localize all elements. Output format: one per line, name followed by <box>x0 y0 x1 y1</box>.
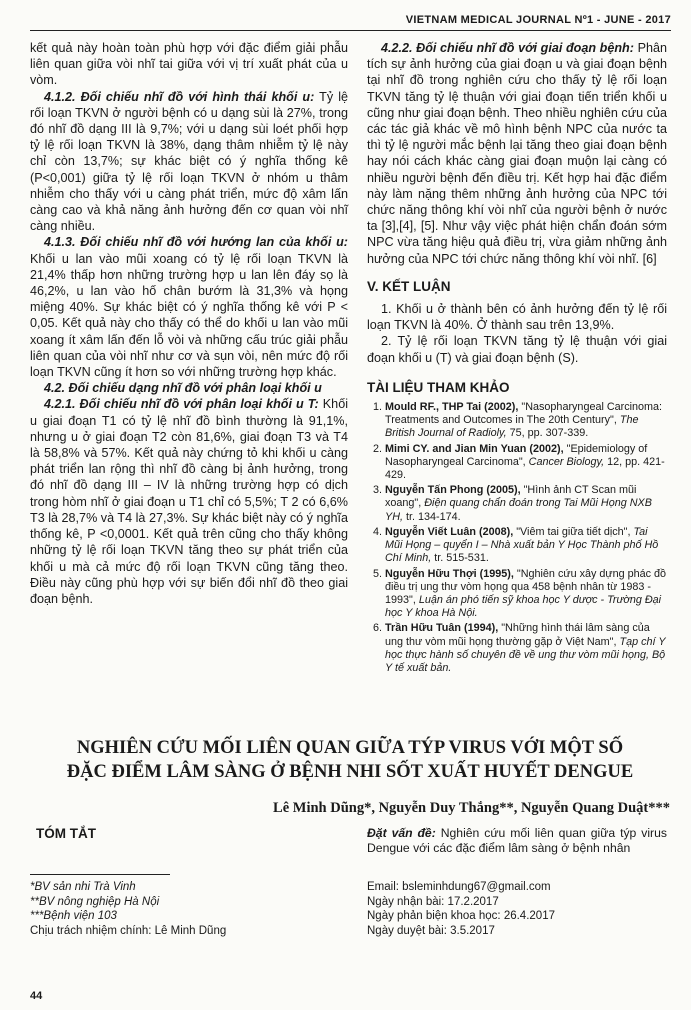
footnote-affiliation-2: **BV nông nghiệp Hà Nội <box>30 895 160 908</box>
paragraph-4-2-2 <box>367 40 667 267</box>
left-column <box>30 40 348 607</box>
meta-email: Email: bsleminhdung67@gmail.com <box>367 881 551 893</box>
reference-item <box>385 484 667 524</box>
conclusion-heading: V. KẾT LUẬN <box>367 278 451 294</box>
paragraph-4-1-3 <box>30 234 348 380</box>
conclusion-item-2: 2. Tỷ lệ rối loạn TKVN tăng tỷ lệ thuận với giai đoạn khối u (T) và giai đoạn bệnh (S). <box>367 334 667 365</box>
paragraph-text-4-1-3: Khối u lan vào mũi xoang có tỷ lệ rối loạn TKVN là 21,4% thấp hơn những trường hợp u lan lên đáy sọ là 46,2%, u lan vào hố chân bướm là 31,3% và họng miệng 40%. Sự khác biệt có ý nghĩa thống kê với P < 0,05. Kết quả này cho thấy có thể do khối u lan vào mũi xoang ít xâm lấn đến lỗ vòi và những cấu trúc giải phẫu liên quan của vòi nhĩ như cơ và sụn vòi, nên mức độ rối loạn TKVN cũng ít hơn so với những trường hợp khác. <box>30 251 348 380</box>
abstract-body: Nghiên cứu mối liên quan giữa týp virus Dengue với các đặc điểm lâm sàng ở bệnh nhân <box>367 826 667 855</box>
reference-item <box>385 443 667 483</box>
paragraph-4-2-1 <box>30 396 348 607</box>
abstract-lead: Đặt vấn đề: <box>367 826 436 840</box>
reference-author: Nguyễn Tấn Phong (2005), <box>385 484 521 497</box>
article-authors: Lê Minh Dũng*, Nguyễn Duy Thắng**, Nguyễn Quang Duật*** <box>273 800 670 816</box>
reference-author: Mimi CY. and Jian Min Yuan (2002), <box>385 442 564 455</box>
reference-journal: Luận án phó tiến sỹ khoa học Y dược - Trường Đại học Y khoa Hà Nội. <box>385 593 662 620</box>
reference-item <box>385 622 667 675</box>
article-title <box>30 736 670 784</box>
footnote-rule <box>30 874 170 875</box>
reference-journal: Điện quang chẩn đoán trong Tai Mũi Họng NXB YH, <box>385 497 652 523</box>
paragraph-continuation: kết quả này hoàn toàn phù hợp với đặc điểm giải phẫu liên quan giữa vòi nhĩ tai giữa với vị trí xuất phát của u vòm. <box>30 41 348 88</box>
reference-item <box>385 526 667 566</box>
reference-rest: tr. 134-174. <box>403 510 461 523</box>
page-number: 44 <box>30 990 43 1002</box>
article-meta <box>367 880 667 938</box>
conclusion-item-1: 1. Khối u ở thành bên có ảnh hưởng đến tỷ lệ rối loạn TKVN là 40%. Ở thành sau trên 13,9%. <box>367 302 667 333</box>
reference-title: "Hình ảnh CT Scan mũi xoang", <box>385 484 637 510</box>
meta-received-date: Ngày nhận bài: 17.2.2017 <box>367 895 499 908</box>
paragraph-text-4-1-2: Tỷ lệ rối loạn TKVN ở người bệnh có u dạng sùi là 27%, trong đó nhĩ đồ dạng III là 9,7%; với u dạng sùi loét phối hợp tỷ lệ rối loạn TKVN là 38%, dạng thâm nhiễm tỷ lệ này chỉ còn 13,7%; sự khác biệt có ý nghĩa thống kê (P<0,001) giữa tỷ lệ rối loạn TKVN ở nhóm u thâm nhiễm cho thấy với u càng phát triển, mức độ xâm lấn càng cao và khả năng ảnh hưởng đến cơ quan vòi nhĩ càng nhiều. <box>30 89 349 234</box>
reference-author: Nguyễn Viết Luân (2008), <box>385 525 514 538</box>
reference-journal: Cancer Biology, <box>525 455 605 468</box>
reference-title: "Epidemiology of Nasopharyngeal Carcinoma", <box>385 442 648 468</box>
paragraph-text-4-2-2: Phân tích sự ảnh hưởng của giai đoạn u và giai đoạn bệnh tại nhĩ đồ trong nghiên cứu cho thấy tỷ lệ rối loạn TKVN tăng tỷ lệ thuận với giai đoạn tiến triển khối u cũng như giai đoạn bệnh. Theo nhiều nghiên cứu của các tác giả khác về mô hình bệnh NPC của nước ta thì tỷ lệ người mắc bệnh lại tăng theo giai đoạn bệnh hay nói cách khác càng giai đoạn muộn lại càng có nhiều người bệnh đến điều trị. Kết hợp hai đặc điểm này làm nặng thêm những ảnh hưởng của NPC tới chức năng thông khí vòi nhĩ của người bệnh ở nước ta [3],[4], [5]. Như vậy việc phát hiện chẩn đoán sớm NPC vừa tăng hiệu quả điều trị, vừa giảm những ảnh hưởng của NPC tới chức năng thông khí vòi nhĩ. [6] <box>367 41 667 266</box>
reference-rest: 12, pp. 421-429. <box>385 455 665 482</box>
article-title-line-1: NGHIÊN CỨU MỐI LIÊN QUAN GIỮA TÝP VIRUS VỚI MỘT SỐ <box>76 738 624 758</box>
reference-list <box>367 401 667 675</box>
section-heading-4-2: 4.2. Đối chiếu dạng nhĩ đồ với phân loại khối u <box>44 381 322 396</box>
footnote-responsible-author: Chịu trách nhiệm chính: Lê Minh Dũng <box>30 924 227 937</box>
reference-author: Trần Hữu Tuân (1994), <box>385 622 499 635</box>
affiliation-footnotes <box>30 880 350 938</box>
reference-title: "Viêm tai giữa tiết dịch", <box>513 525 631 538</box>
reference-journal: Tạp chí Y học thực hành số chuyên đề về ung thư vòm mũi họng, Bộ Y tế xuất bản. <box>385 635 666 674</box>
running-head: VIETNAM MEDICAL JOURNAL Nº1 - JUNE - 2017 <box>405 14 671 26</box>
footnote-affiliation-3: ***Bệnh viện 103 <box>30 910 117 922</box>
reference-title: "Những hình thái lâm sàng của ung thư vòm mũi họng thường gặp ở Việt Nam", <box>385 622 650 648</box>
right-column <box>367 40 667 677</box>
abstract-text <box>367 826 667 856</box>
header-rule <box>30 30 671 31</box>
reference-item <box>385 568 667 621</box>
subsection-heading-4-1-2: 4.1.2. Đối chiếu nhĩ đồ với hình thái khối u: <box>44 89 315 104</box>
reference-rest: 75, pp. 307-339. <box>506 427 589 440</box>
subsection-heading-4-1-3: 4.1.3. Đối chiếu nhĩ đồ với hướng lan của khối u: <box>44 235 348 250</box>
meta-accepted-date: Ngày duyệt bài: 3.5.2017 <box>367 924 495 937</box>
meta-review-date: Ngày phản biện khoa học: 26.4.2017 <box>367 910 555 922</box>
paragraph-4-1-2 <box>30 89 348 235</box>
subsection-heading-4-2-1: 4.2.1. Đối chiếu nhĩ đồ với phân loại khối u T: <box>44 397 319 412</box>
reference-journal: Tai Mũi Họng – quyển I – Nhà xuất bản Y Học Thành phố Hồ Chí Minh, <box>385 525 659 565</box>
reference-author: Nguyễn Hữu Thợi (1995), <box>385 567 514 580</box>
reference-rest: tr. 515-531. <box>431 552 489 565</box>
article-title-line-2: ĐẶC ĐIỂM LÂM SÀNG Ở BỆNH NHI SỐT XUẤT HUYẾT DENGUE <box>66 762 634 782</box>
reference-journal: The British Journal of Radioly, <box>385 414 639 440</box>
subsection-heading-4-2-2: 4.2.2. Đối chiếu nhĩ đồ với giai đoạn bệnh: <box>381 41 634 55</box>
footnote-affiliation-1: *BV sản nhi Trà Vinh <box>30 881 136 893</box>
reference-author: Mould RF., THP Tai (2002), <box>385 401 519 414</box>
reference-title: "Nasopharyngeal Carcinoma: Treatments and Outcomes in The 20th Century", <box>385 401 663 427</box>
reference-title: "Nghiên cứu xây dựng phác đồ điều trị ung thư vòm họng qua 458 bệnh nhân từ 1983 - 1993", <box>385 567 667 606</box>
references-heading: TÀI LIỆU THAM KHẢO <box>367 379 510 395</box>
paragraph-text-4-2-1: Khối u giai đoạn T1 có tỷ lệ nhĩ đồ bình thường là 91,1%, nhưng u ở giai đoạn T2 còn 81,6%, giai đoạn T3 và T4 là 58,8% và 57%. Kết quả này chứng tỏ khi khối u càng phát triển lan rộng thì nhĩ đồ càng bị ảnh hưởng, trong đó nhĩ đồ dạng III – IV là những trường hợp có dịch trong hòm nhĩ ở giai đoạn u T1 chỉ có 5,5%; T 2 có 6,6% T3 là 28,7% và T4 là 27,3%. Sự khác biệt này có ý nghĩa thống kê, P <0,0001. Kết quả trên cũng cho thấy không những tỷ lệ rối loạn TKVN tăng theo sự phát triển của khối u mà cả mức độ rối loạn TKVN cũng tăng theo. Điều này cũng phù hợp với sự biến đổi nhĩ đồ theo giai đoạn bệnh. <box>30 397 348 606</box>
reference-item <box>385 401 667 441</box>
abstract-heading: TÓM TẮT <box>36 826 96 841</box>
